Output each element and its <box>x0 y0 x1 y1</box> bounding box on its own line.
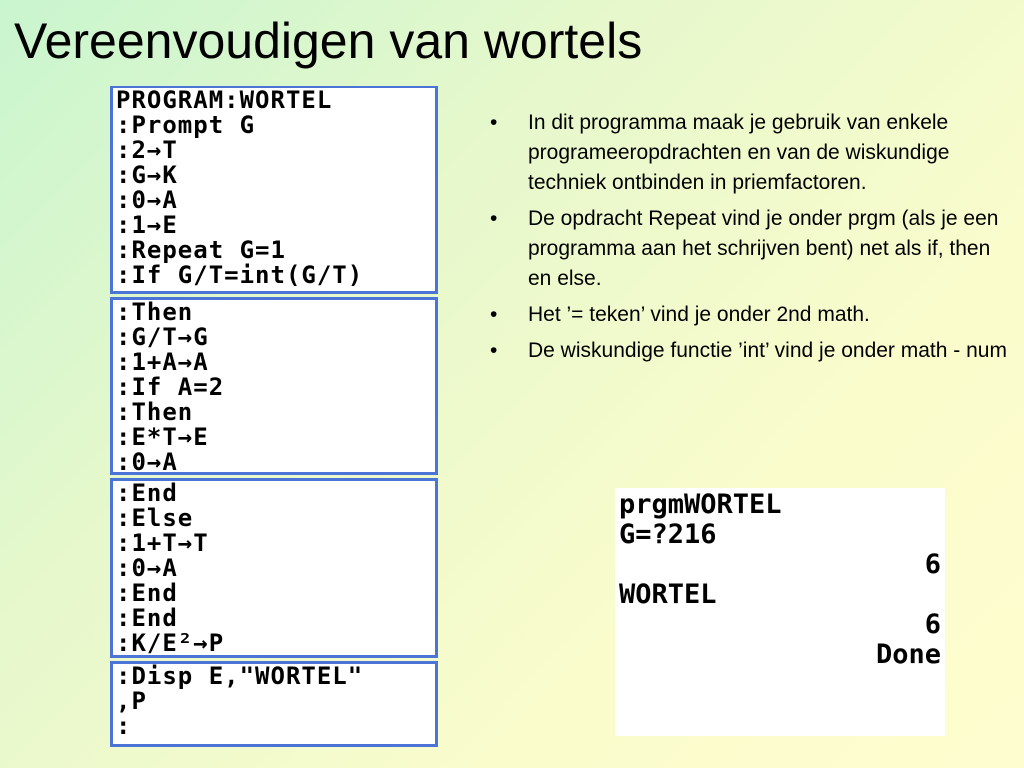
bullet-list <box>488 108 1018 372</box>
program-line: :End <box>116 579 178 607</box>
program-line: :Prompt G <box>116 111 256 139</box>
bullet-text: Het ’= teken’ vind je onder 2nd math. <box>528 303 870 326</box>
program-line: :G→K <box>116 161 178 189</box>
bullet-text: De opdracht Repeat vind je onder prgm (als je een programma aan het schrijven bent) net als if, then en else. <box>528 207 999 290</box>
bullet-item <box>488 336 1018 366</box>
program-line: :0→A <box>116 554 178 582</box>
slide-title: Vereenvoudigen van wortels <box>14 13 643 69</box>
bullet-marker: • <box>490 303 498 326</box>
calculator-screen-1 <box>110 86 438 294</box>
bullet-marker: • <box>490 111 498 134</box>
bullet-item <box>488 300 1018 330</box>
program-line: :If G/T=int(G/T) <box>116 261 364 289</box>
output-line: 6 <box>924 609 941 640</box>
program-line: :2→T <box>116 136 178 164</box>
bullet-item <box>488 108 1018 198</box>
calculator-screen-4 <box>110 661 438 747</box>
program-line: :G/T→G <box>116 323 209 351</box>
calculator-screen-3 <box>110 478 438 658</box>
program-line: :End <box>116 604 178 632</box>
program-line: :Disp E,"WORTEL" <box>116 662 364 690</box>
output-line: WORTEL <box>619 579 717 610</box>
program-line: :If A=2 <box>116 373 225 401</box>
program-line: :End <box>116 479 178 507</box>
bullet-item <box>488 204 1018 294</box>
output-line: G=?216 <box>619 519 717 550</box>
output-line: prgmWORTEL <box>619 489 782 520</box>
program-line: ,P <box>116 687 147 715</box>
program-line: PROGRAM:WORTEL <box>116 86 333 114</box>
output-line: 6 <box>924 549 941 580</box>
program-line: :Else <box>116 504 194 532</box>
program-line: :1+A→A <box>116 348 209 376</box>
program-line: :1+T→T <box>116 529 209 557</box>
program-line: :0→A <box>116 448 178 475</box>
calculator-output-screen <box>615 488 945 736</box>
bullet-text: In dit programma maak je gebruik van enkele programeeropdrachten en van de wiskundige techniek ontbinden in priemfactoren. <box>528 111 950 194</box>
bullet-marker: • <box>490 339 498 362</box>
program-line: :Repeat G=1 <box>116 236 286 264</box>
program-line: : <box>116 712 132 740</box>
program-line: :Then <box>116 398 194 426</box>
bullet-text: De wiskundige functie ’int’ vind je onder math - num <box>528 339 1007 362</box>
program-line: :K/E²→P <box>116 629 225 657</box>
program-line: :0→A <box>116 186 178 214</box>
calculator-screen-2 <box>110 297 438 475</box>
program-line: :Then <box>116 298 194 326</box>
program-line: :E*T→E <box>116 423 209 451</box>
output-line: Done <box>875 639 941 670</box>
bullet-marker: • <box>490 207 498 230</box>
program-line: :1→E <box>116 211 178 239</box>
